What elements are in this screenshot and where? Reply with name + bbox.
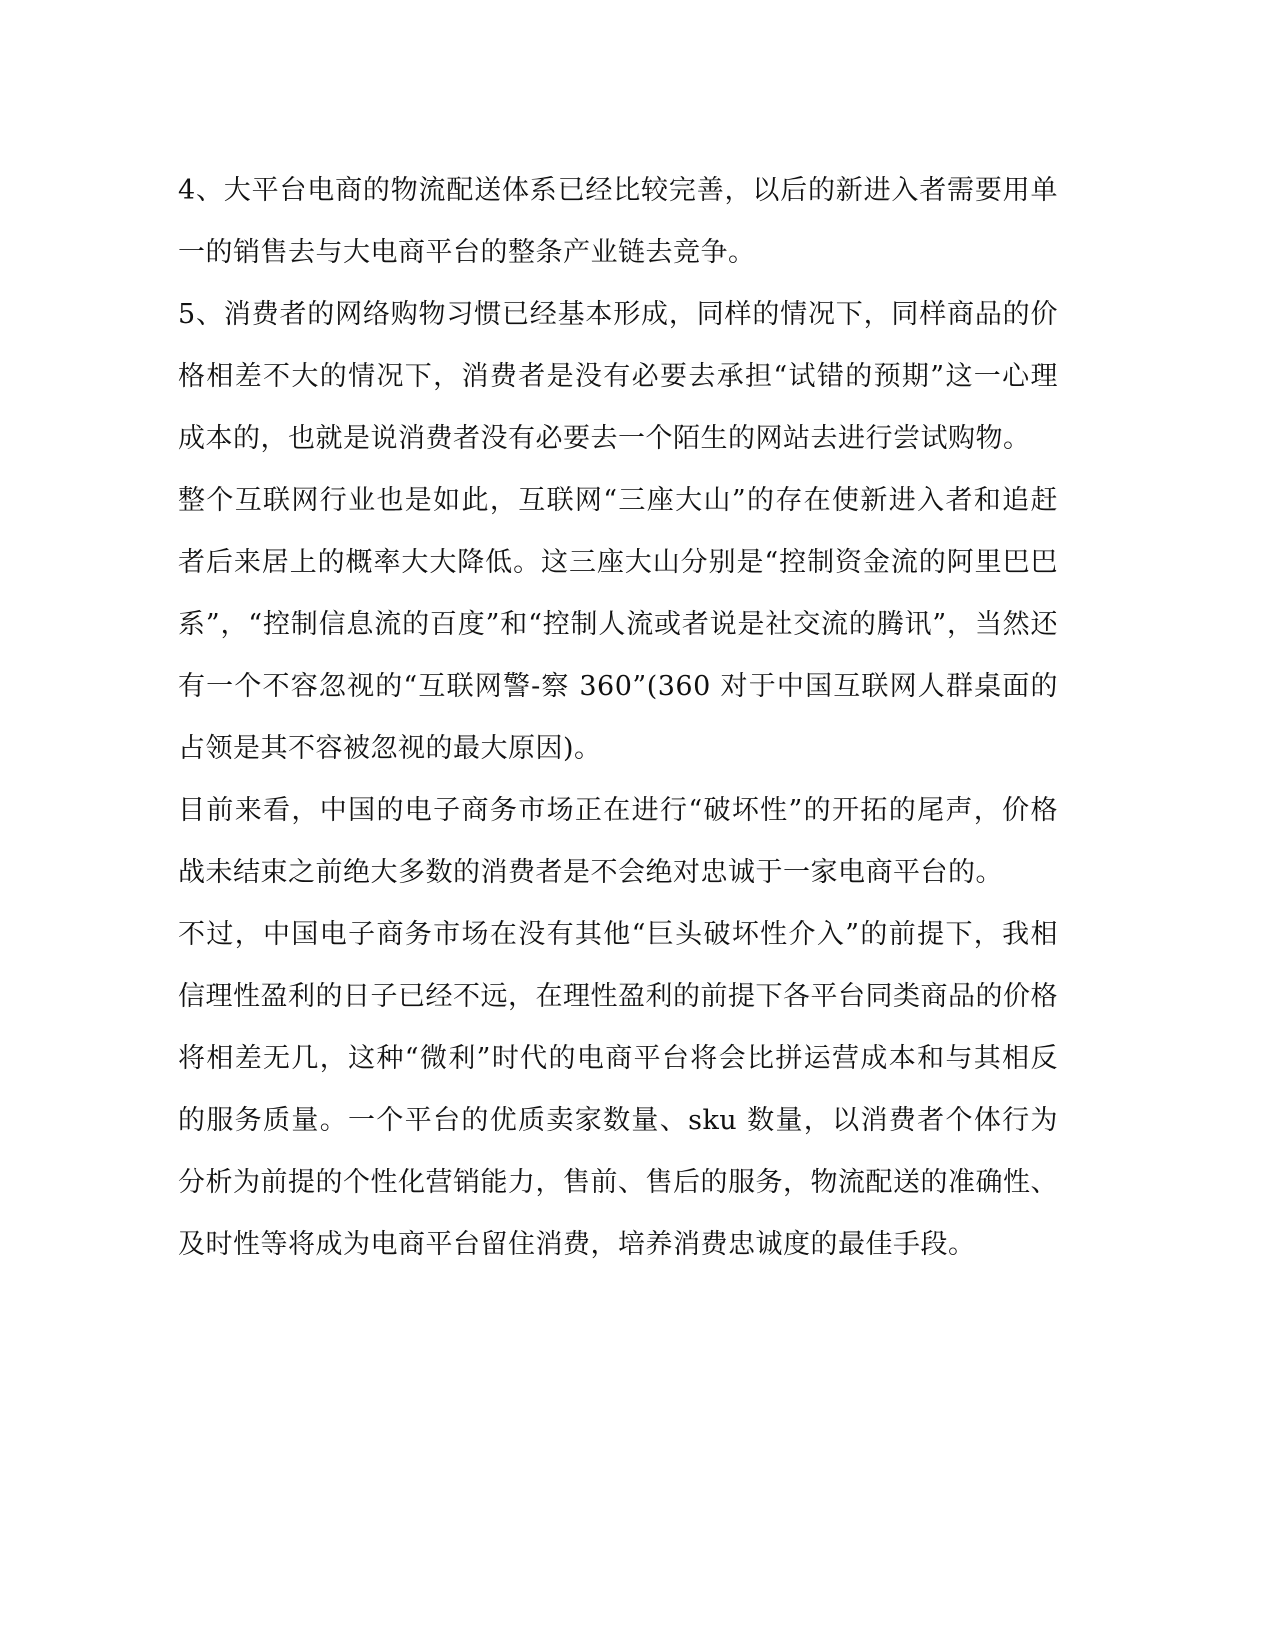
paragraph-future-outlook: 不过，中国电子商务市场在没有其他“巨头破坏性介入”的前提下，我相信理性盈利的日子已经不远，在理性盈利的前提下各平台同类商品的价格将相差无几，这种“微利”时代的电商平台将会比拼运营成本和与其相反的服务质量。一个平台的优质卖家数量、sku 数量，以消费者个体行为分析为前提的个性化营销能力，售前、售后的服务，物流配送的准确性、及时性等将成为电商平台留住消费，培养消费忠诚度的最佳手段。 [178, 919, 1058, 1260]
document-body [178, 160, 1058, 1276]
paragraph-point-5: 5、消费者的网络购物习惯已经基本形成，同样的情况下，同样商品的价格相差不大的情况下，消费者是没有必要去承担“试错的预期”这一心理成本的，也就是说消费者没有必要去一个陌生的网站去进行尝试购物。 [178, 299, 1058, 454]
paragraph-point-4: 4、大平台电商的物流配送体系已经比较完善，以后的新进入者需要用单一的销售去与大电商平台的整条产业链去竞争。 [178, 175, 1058, 268]
paragraph-three-mountains: 整个互联网行业也是如此，互联网“三座大山”的存在使新进入者和追赶者后来居上的概率大大降低。这三座大山分别是“控制资金流的阿里巴巴系”，“控制信息流的百度”和“控制人流或者说是社交流的腾讯”，当然还有一个不容忽视的“互联网警-察 360”(360 对于中国互联网人群桌面的占领是其不容被忽视的最大原因)。 [178, 485, 1058, 764]
paragraph-current-market: 目前来看，中国的电子商务市场正在进行“破坏性”的开拓的尾声，价格战未结束之前绝大多数的消费者是不会绝对忠诚于一家电商平台的。 [178, 795, 1058, 888]
